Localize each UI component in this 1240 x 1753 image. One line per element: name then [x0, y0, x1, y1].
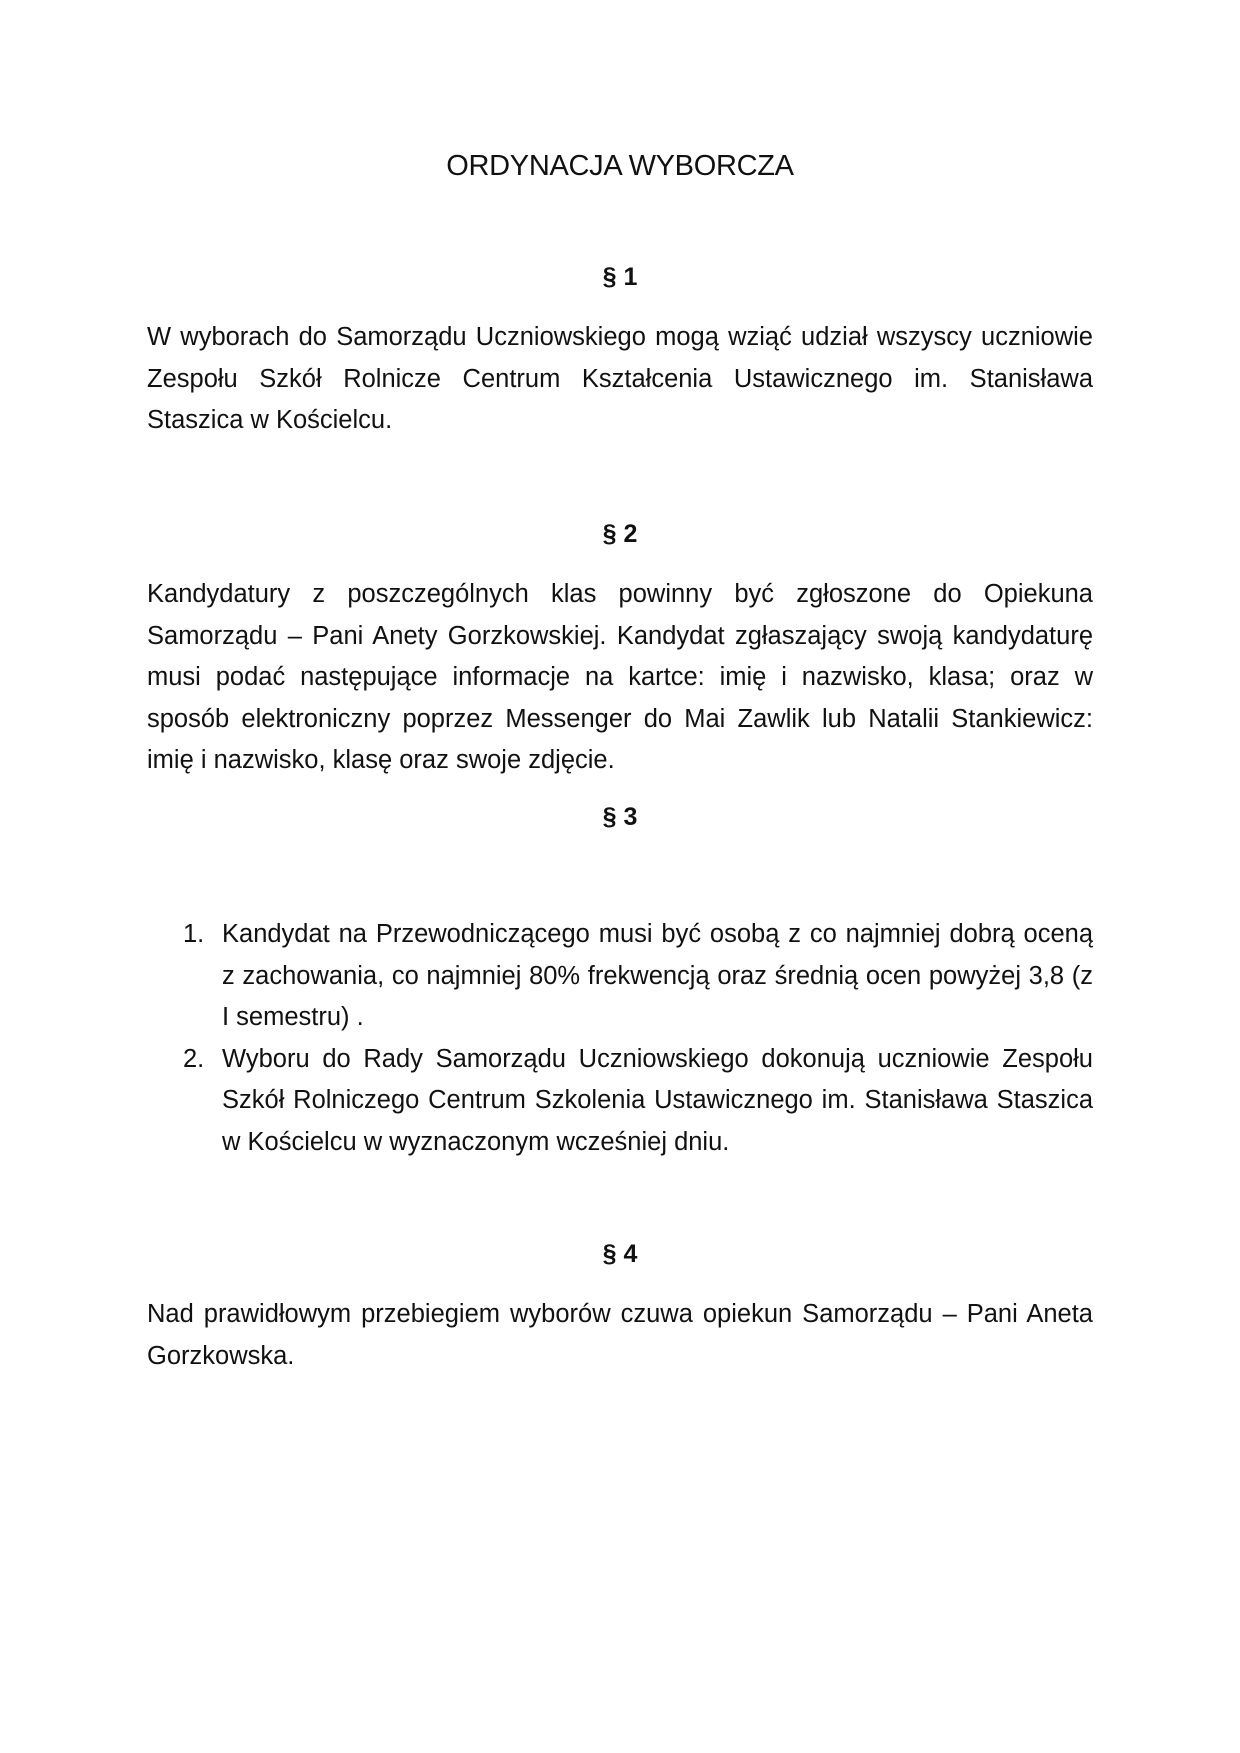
section-1-text: W wyborach do Samorządu Uczniowskiego mogą wziąć udział wszyscy uczniowie Zespołu Szkół Rolnicze Centrum Kształcenia Ustawicznego im. Stanisława Staszica w Kościelcu.: [147, 323, 1093, 434]
section-1-mark: § 1: [602, 263, 638, 291]
section-4-text: Nad prawidłowym przebiegiem wyborów czuwa opiekun Samorządu – Pani Aneta Gorzkowska.: [147, 1300, 1093, 1370]
list-item-text: Kandydat na Przewodniczącego musi być osobą z co najmniej dobrą oceną z zachowania, co najmniej 80% frekwencją oraz średnią ocen powyżej 3,8 (z I semestru) .: [222, 920, 1093, 1031]
document-title: ORDYNACJA WYBORCZA: [446, 150, 794, 182]
section-2-text: Kandydatury z poszczególnych klas powinny być zgłoszone do Opiekuna Samorządu – Pani Anety Gorzkowskiej. Kandydat zgłaszający swoją kandydaturę musi podać następujące informacje na kartce: imię i nazwisko, klasa; oraz w sposób elektroniczny poprzez Messenger do Mai Zawlik lub Natalii Stankiewicz: imię i nazwisko, klasę oraz swoje zdjęcie.: [147, 580, 1093, 774]
section-3-mark: § 3: [602, 803, 638, 831]
section-3-list: [180, 914, 1093, 1163]
list-item-text: Wyboru do Rady Samorządu Uczniowskiego dokonują uczniowie Zespołu Szkół Rolniczego Centrum Szkolenia Ustawicznego im. Stanisława Staszica w Kościelcu w wyznaczonym wcześniej dniu.: [222, 1044, 1093, 1156]
section-2-mark: § 2: [602, 520, 638, 548]
list-item: [180, 914, 1093, 1039]
list-item-number: 1.: [183, 920, 205, 948]
list-item-number: 2.: [183, 1044, 205, 1073]
list-item: [180, 1039, 1093, 1164]
section-4-mark: § 4: [602, 1240, 638, 1268]
